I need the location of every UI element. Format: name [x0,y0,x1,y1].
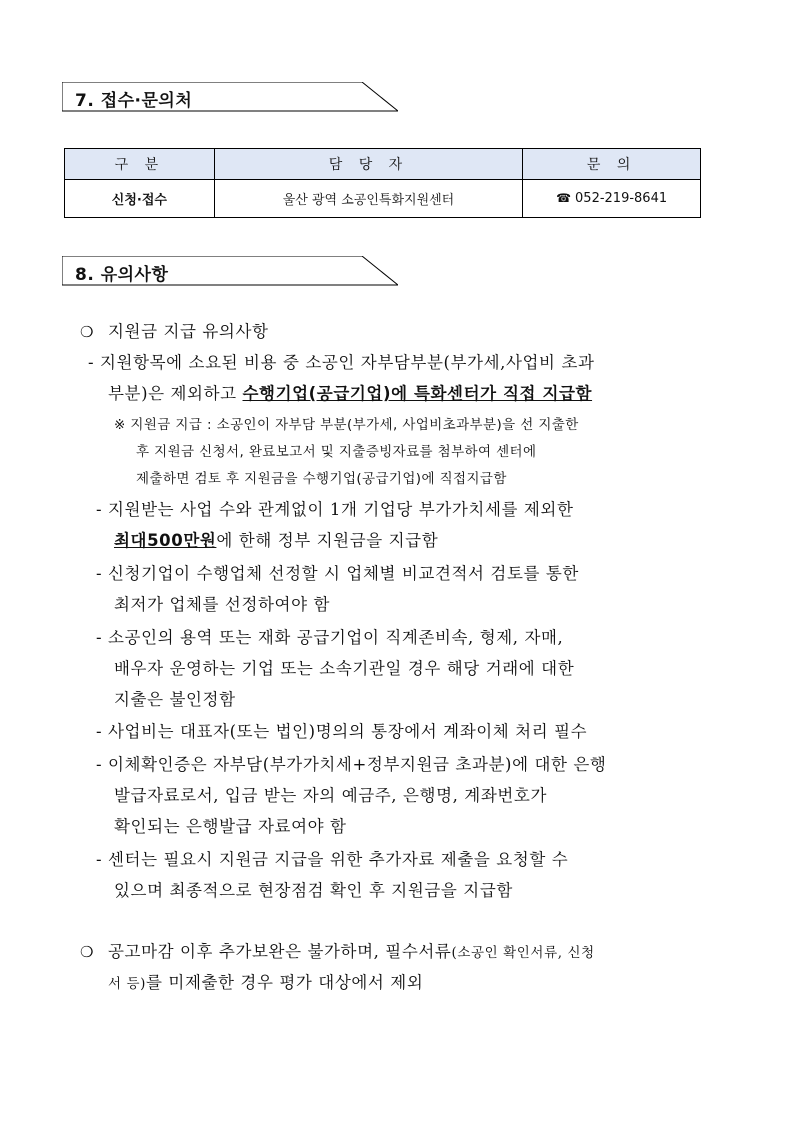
header-contact: 담 당 자 [214,149,522,180]
item-emphasis: 수행기업(공급기업)에 특화센터가 직접 지급함 [242,384,593,403]
item-text: 에 한해 정부 지원금을 지급함 [216,531,439,550]
note-line: ※ 지원금 지급 : 소공인이 자부담 부분(부가세, 사업비초과부분)을 선 지출한 [114,417,579,433]
bullet-text: 를 미제출한 경우 평가 대상에서 제외 [146,973,424,992]
table-header-row [65,149,701,180]
header-inquiry: 문 의 [523,149,701,180]
list-item: - 센터는 필요시 지원금 지급을 위한 추가자료 제출을 요청할 수 [96,850,569,869]
bullet-text-small: (소공인 확인서류, 신청 [451,945,595,961]
list-item: - 지원항목에 소요된 비용 중 소공인 자부담부분(부가세,사업비 초과 [88,353,595,372]
list-item: - 지원받는 사업 수와 관계없이 1개 기업당 부가가치세를 제외한 [96,500,574,519]
contact-table [64,148,701,218]
list-item: - 이체확인증은 자부담(부가가치세+정부지원금 초과분)에 대한 은행 [96,755,607,774]
list-item: 있으며 최종적으로 현장점검 확인 후 지원금을 지급함 [114,881,513,900]
item-emphasis: 최대500만원 [114,531,217,550]
list-item: 지출은 불인정함 [114,690,236,709]
list-item: - 소공인의 용역 또는 재화 공급기업이 직계존비속, 형제, 자매, [96,628,564,647]
section-8-title: 8. 유의사항 [75,265,169,285]
note-line: 제출하면 검토 후 지원금을 수행기업(공급기업)에 직접지급함 [136,471,507,487]
list-item: - 신청기업이 수행업체 선정할 시 업체별 비교견적서 검토를 통한 [96,564,579,583]
bullet-heading [80,318,269,342]
header-category: 구 분 [65,149,215,180]
item-text: 부분)은 제외하고 [108,384,243,403]
bullet-continuation [108,969,423,993]
bullet-text-small: 서 등) [108,976,147,992]
list-item: 발급자료로서, 입금 받는 자의 예금주, 은행명, 계좌번호가 [114,786,548,805]
bullet-heading-text: 지원금 지급 유의사항 [108,322,269,341]
circle-bullet-icon: ❍ [80,323,95,341]
section-7-header [62,82,398,112]
list-item: 확인되는 은행발급 자료여야 함 [114,817,347,836]
cell-category: 신청·접수 [65,180,215,218]
cell-contact: 울산 광역 소공인특화지원센터 [214,180,522,218]
list-item [108,380,592,404]
list-item [114,527,438,551]
section-7-title: 7. 접수·문의처 [75,91,193,111]
phone-number: 052-219-8641 [575,191,668,206]
circle-bullet-icon: ❍ [80,943,95,961]
list-item: 최저가 업체를 선정하여야 함 [114,595,331,614]
telephone-icon: ☎ [556,191,572,205]
list-item: - 사업비는 대표자(또는 법인)명의의 통장에서 계좌이체 처리 필수 [96,722,588,741]
bullet-text: 공고마감 이후 추가보완은 불가하며, 필수서류 [108,942,452,961]
bullet-heading [80,938,595,962]
section-8-header [62,256,398,286]
note-line: 후 지원금 신청서, 완료보고서 및 지출증빙자료를 첨부하여 센터에 [136,444,537,460]
table-row [65,180,701,218]
list-item: 배우자 운영하는 기업 또는 소속기관일 경우 해당 거래에 대한 [114,659,575,678]
cell-phone [523,180,701,218]
